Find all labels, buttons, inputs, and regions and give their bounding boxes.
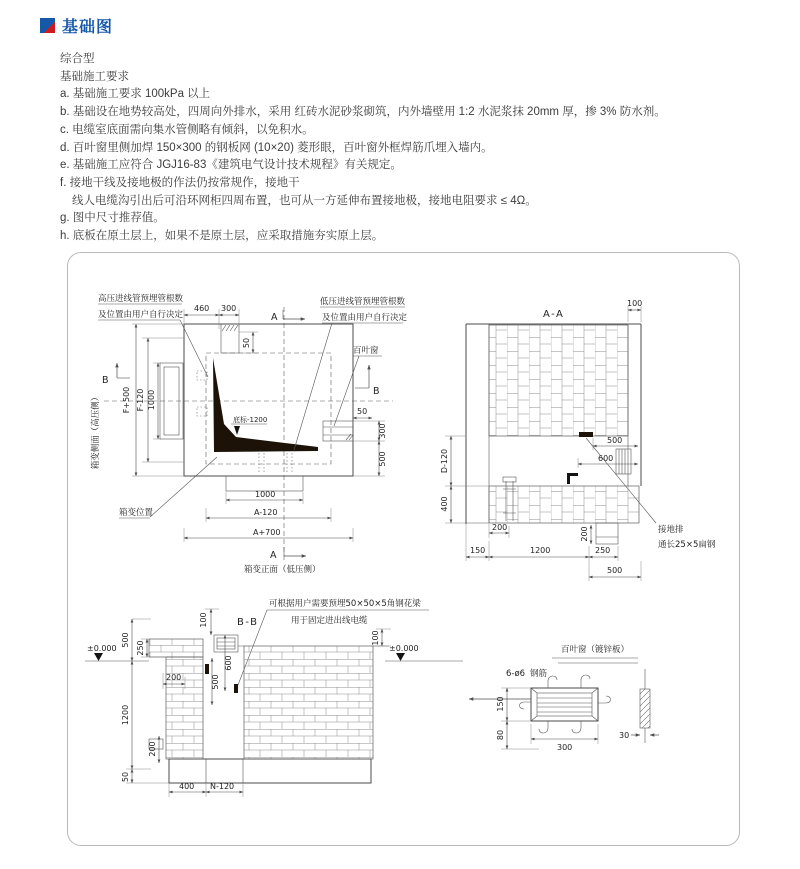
aa-upper-brick-wall	[489, 325, 628, 436]
note-item-f: f. 接地干线及接地极的作法仍按常规作，接地干	[60, 176, 300, 189]
louver-dim-30: 30	[619, 731, 630, 740]
plan-floor-level-label: 底标-1200	[233, 416, 268, 424]
bb-dim-200-b: 200	[148, 741, 157, 757]
bb-dim-250: 250	[136, 640, 145, 656]
plan-section-b-right: B	[373, 386, 380, 397]
section-bb	[85, 598, 463, 797]
bb-dim-500-mid: 500	[211, 674, 220, 690]
note-item-d: d. 百叶窗里侧加焊 150×300 的钢板网 (10×20) 菱形眼，百叶窗外框焊筋爪埋入墙内。	[60, 141, 493, 154]
plan-dim-50-top: 50	[242, 337, 251, 349]
plan-dim-50-right: 50	[357, 407, 368, 416]
aa-dim-500-bottom: 500	[607, 566, 623, 575]
bb-note-2: 用于固定进出线电缆	[291, 616, 368, 626]
bb-dim-400: 400	[179, 782, 195, 791]
aa-dim-d120: D-120	[440, 448, 449, 474]
louver-detail	[469, 644, 659, 752]
note-item-g: g. 图中尺寸推荐值。	[60, 212, 165, 225]
aa-foundation-brick	[489, 486, 639, 523]
note-item-a: a. 基础施工要求 100kPa 以上	[60, 88, 211, 101]
bb-dim-100-top: 100	[199, 612, 208, 628]
plan-dim-a700: A+700	[253, 528, 281, 537]
aa-pedestal	[596, 523, 618, 544]
bb-trench-cap	[149, 639, 203, 657]
plan-dim-f500: F+500	[122, 386, 131, 414]
plan-view	[90, 293, 408, 575]
aa-dim-500: 500	[607, 436, 623, 445]
note-item-b: b. 基础设在地势较高处，四周向外排水，采用 红砖水泥砂浆砌筑，内外墙壁用 1:2 水泥浆抹 20mm 厚，掺 3% 防水剂。	[60, 106, 666, 119]
page-title: 基础图	[62, 19, 114, 36]
aa-dim-100: 100	[627, 299, 643, 308]
note-item-f2: 线人电缆沟引出后可沿环网柜四周布置，也可从一方延伸布置接地极，接地电阻要求 ≤ 4Ω。	[72, 194, 537, 207]
aa-dim-200-left: 200	[492, 523, 508, 532]
louver-side-view	[640, 689, 650, 728]
aa-dim-200-ped: 200	[580, 526, 589, 542]
louver-dim-300: 300	[557, 743, 573, 752]
section-aa	[440, 299, 716, 581]
aa-dim-1200: 1200	[530, 546, 551, 555]
bb-note-1: 可根据用户需要预埋50×50×5角钢花梁	[269, 599, 421, 609]
plan-note-lv-line1: 低压进线管预埋管根数	[320, 297, 406, 307]
note-item-c: c. 电缆室底面需向集水管侧略有倾斜，以免积水。	[60, 123, 314, 136]
louver-dim-150: 150	[496, 696, 505, 712]
louver-dim-80: 80	[496, 729, 505, 741]
louver-title: 百叶窗（镀锌板）	[560, 645, 630, 655]
aa-ground-bus	[579, 432, 593, 437]
louver-rebar-label: 钢筋	[530, 669, 548, 679]
plan-dim-1000-bottom: 1000	[255, 490, 276, 499]
bb-dim-50: 50	[121, 771, 130, 783]
louver-rebar-hooks	[520, 675, 611, 733]
bb-level-right: ±0.000	[389, 644, 419, 653]
bb-dim-1200: 1200	[121, 704, 130, 726]
bb-footing-slab	[169, 759, 371, 783]
plan-section-b-left: B	[102, 375, 109, 386]
construction-notes	[60, 51, 790, 246]
bb-title: B-B	[237, 617, 259, 628]
plan-note-hv-line1: 高压进线管预埋管根数	[98, 294, 184, 304]
bb-louver	[214, 635, 238, 652]
drawing-sheet	[67, 252, 740, 846]
plan-louver-label: 百叶窗	[353, 346, 379, 356]
plan-section-a-top: A	[271, 312, 278, 323]
aa-dim-600: 600	[598, 454, 614, 463]
plan-dim-f120: F-120	[136, 388, 145, 412]
louver-rebar-count: 6-ø6	[506, 669, 526, 679]
aa-louver-section	[616, 449, 631, 474]
note-heading: 基础施工要求	[60, 70, 129, 83]
aa-angle-steel	[567, 473, 578, 484]
page-header	[40, 14, 113, 37]
plan-box-position-label: 箱变位置	[119, 508, 154, 518]
bb-brick-wall	[244, 646, 373, 759]
bb-dim-200-a: 200	[166, 673, 182, 682]
plan-dim-300: 300	[221, 304, 237, 313]
note-item-e: e. 基础施工应符合 JGJ16-83《建筑电气设计技术规程》有关规定。	[60, 159, 402, 172]
bb-level-left: ±0.000	[87, 644, 117, 653]
header-logo-icon	[40, 18, 55, 33]
plan-section-a-bottom: A	[270, 550, 277, 561]
aa-ground-label-1: 接地排	[658, 525, 684, 535]
foundation-drawing-svg	[68, 253, 739, 845]
plan-dim-500-right: 500	[378, 451, 387, 467]
plan-dim-1000-left: 1000	[147, 389, 156, 411]
bb-dim-600: 600	[224, 655, 233, 671]
aa-ground-label-2: 通长25×5扁钢	[658, 540, 716, 550]
bb-dim-n120: N-120	[210, 782, 235, 791]
bb-dim-100-right: 100	[371, 630, 380, 646]
aa-title: A-A	[543, 309, 565, 320]
note-type: 综合型	[60, 53, 95, 65]
plan-front-label: 箱变正面（低压侧）	[244, 565, 321, 575]
aa-dim-250: 250	[595, 546, 611, 555]
plan-dim-460: 460	[194, 304, 210, 313]
plan-dim-300-right: 300	[378, 423, 387, 439]
bb-anchor-2	[234, 684, 238, 693]
bb-anchor-1	[205, 664, 209, 674]
louver-slats	[537, 698, 592, 712]
plan-note-hv-line2: 及位置由用户自行决定	[98, 310, 184, 320]
plan-side-label: 箱变侧面（高压侧）	[91, 392, 101, 470]
aa-dim-150: 150	[470, 546, 486, 555]
bb-dim-500-left: 500	[121, 632, 130, 648]
aa-dim-400: 400	[440, 496, 449, 512]
plan-note-lv-line2: 及位置由用户自行决定	[322, 313, 408, 323]
plan-dim-a120: A-120	[254, 508, 278, 517]
note-item-h: h. 底板在原土层上，如果不是原土层，应采取措施夯实原上层。	[60, 230, 384, 243]
plan-dark-wedge	[213, 358, 318, 452]
